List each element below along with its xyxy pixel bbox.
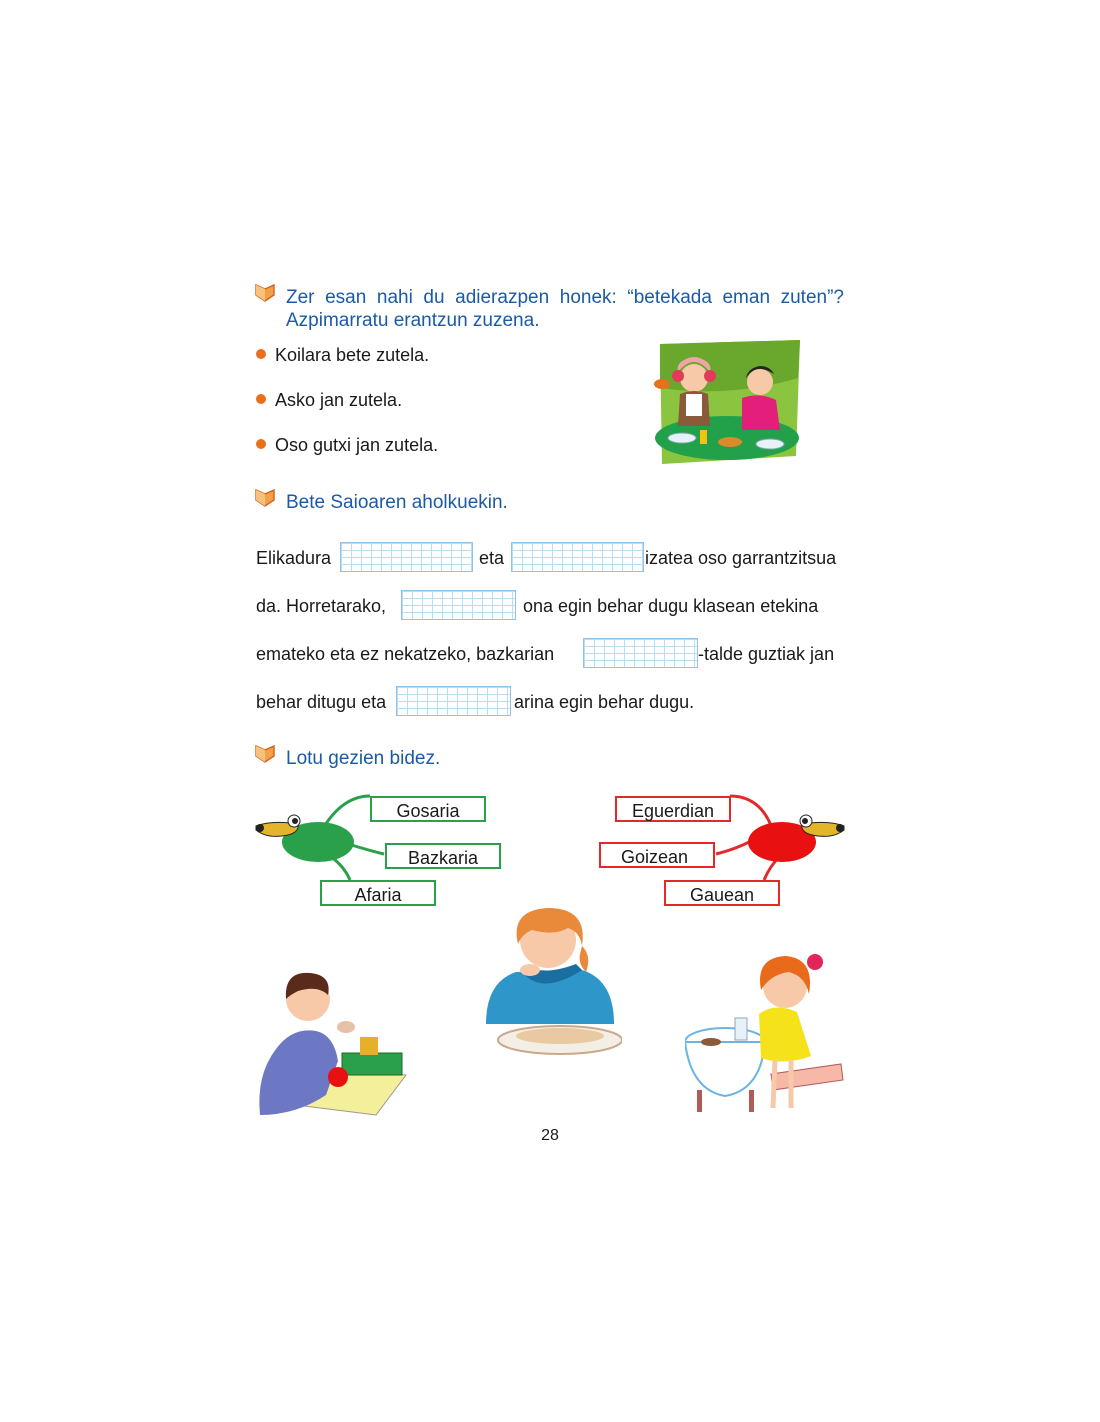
kids-eating-illustration — [652, 338, 802, 466]
answer-option-2[interactable]: Asko jan zutela. — [256, 390, 402, 411]
time-label-goizean[interactable]: Goizean — [599, 842, 715, 868]
page-number: 28 — [541, 1127, 559, 1144]
girl-eating-soup-illustration — [482, 906, 622, 1064]
checkbox-arrow-icon — [254, 281, 276, 303]
blank-field-1[interactable] — [340, 542, 473, 572]
blank-field-3[interactable] — [401, 590, 516, 620]
question-1-line2: Azpimarratu erantzun zuzena. — [286, 310, 540, 331]
girl-table-illustration — [685, 950, 845, 1118]
checkbox-arrow-icon — [254, 742, 276, 764]
time-label-eguerdian[interactable]: Eguerdian — [615, 796, 731, 822]
fill-line-2: da. Horretarako, ona egin behar dugu klasean etekina — [256, 590, 844, 622]
fill-line-4: behar ditugu eta arina egin behar dugu. — [256, 686, 844, 718]
bullet-icon — [256, 394, 266, 404]
blank-field-2[interactable] — [511, 542, 644, 572]
fill-line-3: emateko eta ez nekatzeko, bazkarian -talde guztiak jan — [256, 638, 844, 670]
bullet-icon — [256, 439, 266, 449]
checkbox-arrow-icon — [254, 486, 276, 508]
blank-field-4[interactable] — [583, 638, 698, 668]
blank-field-5[interactable] — [396, 686, 511, 716]
question-1-line1: Zer esan nahi du adierazpen honek: “betekada eman zuten”? — [286, 287, 844, 308]
meal-label-bazkaria[interactable]: Bazkaria — [385, 843, 501, 869]
bullet-icon — [256, 349, 266, 359]
question-3: Lotu gezien bidez. — [286, 748, 441, 769]
boy-lunchbox-illustration — [256, 965, 414, 1117]
time-label-gauean[interactable]: Gauean — [664, 880, 780, 906]
meal-label-afaria[interactable]: Afaria — [320, 880, 436, 906]
answer-option-3[interactable]: Oso gutxi jan zutela. — [256, 435, 438, 456]
meal-label-gosaria[interactable]: Gosaria — [370, 796, 486, 822]
question-2: Bete Saioaren aholkuekin. — [286, 492, 508, 513]
fill-line-1: Elikadura eta izatea oso garrantzitsua — [256, 542, 844, 574]
answer-option-1[interactable]: Koilara bete zutela. — [256, 345, 429, 366]
